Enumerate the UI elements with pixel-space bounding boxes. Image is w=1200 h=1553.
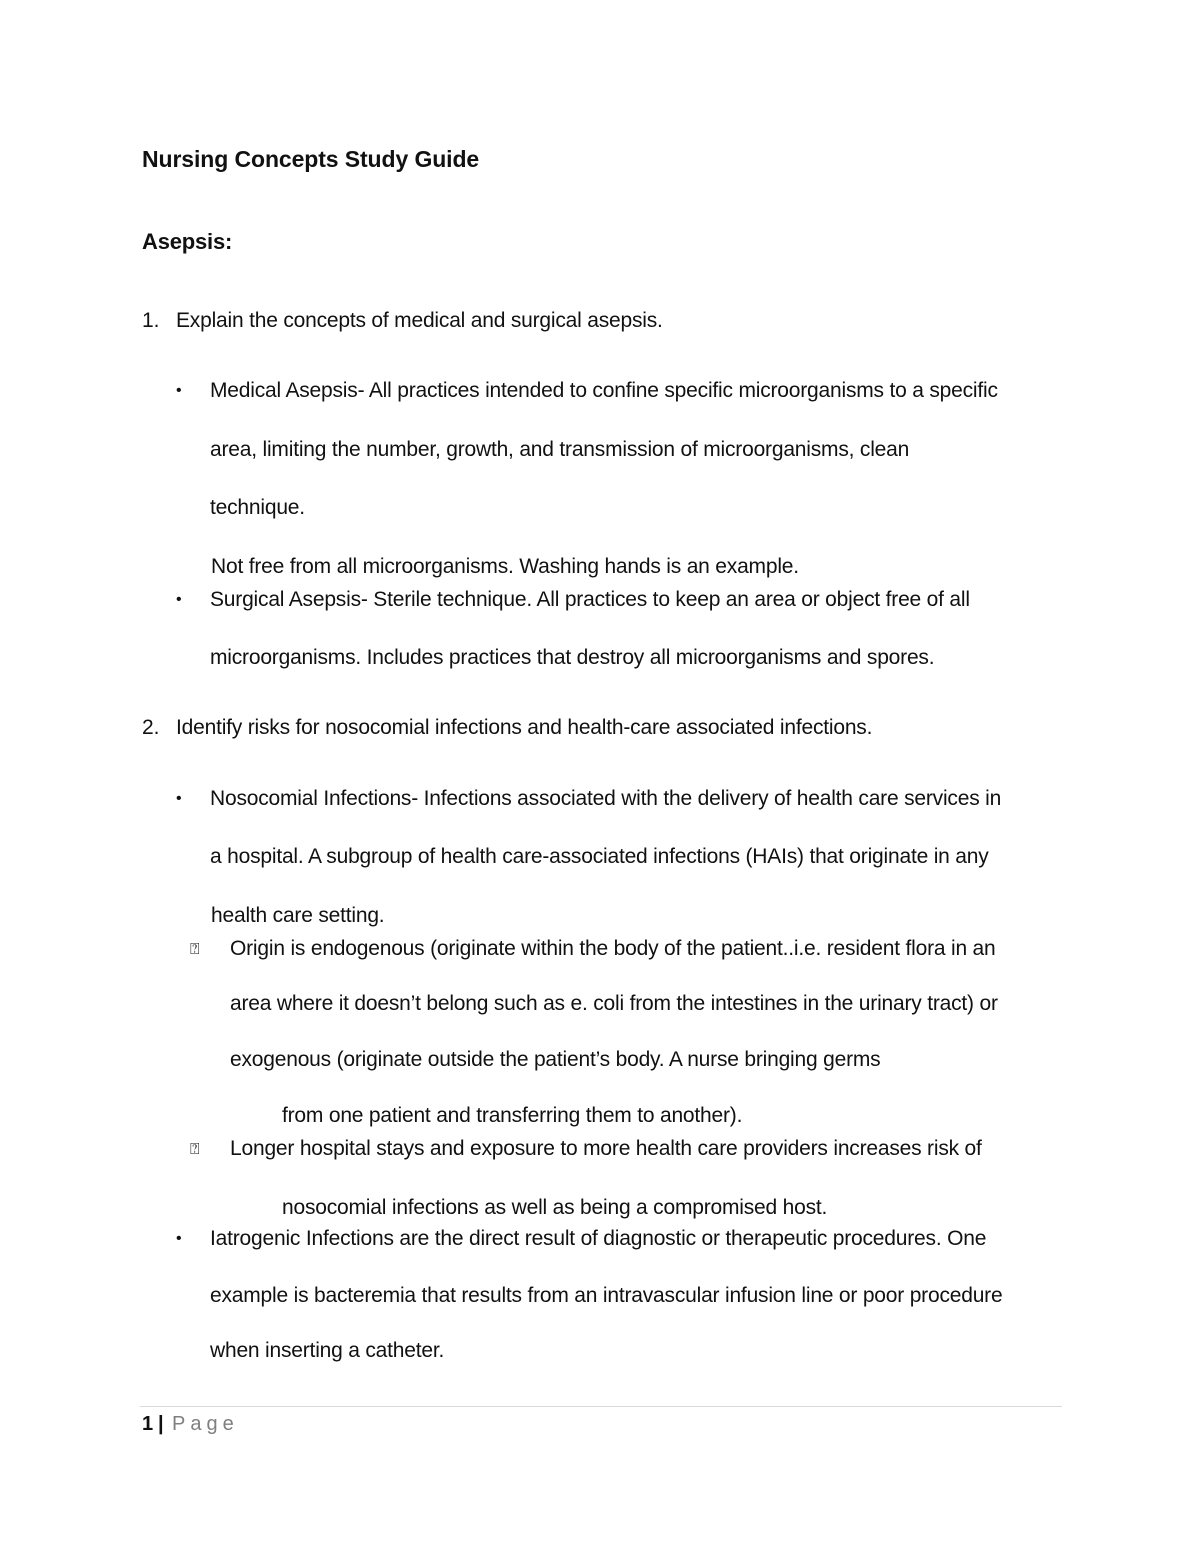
iatrogenic-line-3: when inserting a catheter.: [210, 1339, 445, 1362]
medical-asepsis-line-2: area, limiting the number, growth, and transmission of microorganisms, clean: [210, 438, 910, 461]
surgical-asepsis-line-2: microorganisms. Includes practices that destroy all microorganisms and spores.: [210, 646, 935, 669]
longer-stays-line-1: Longer hospital stays and exposure to more health care providers increases risk of: [230, 1137, 982, 1160]
origin-line-1: Origin is endogenous (originate within the body of the patient..i.e. resident flora in an: [230, 937, 996, 960]
iatrogenic-line-1: Iatrogenic Infections are the direct result of diagnostic or therapeutic procedures. One: [210, 1227, 987, 1250]
bullet-nosocomial: •: [176, 790, 182, 807]
iatrogenic-line-2: example is bacteremia that results from an intravascular infusion line or poor procedure: [210, 1284, 1003, 1307]
surgical-asepsis-line-1: Surgical Asepsis- Sterile technique. All practices to keep an area or object free of all: [210, 588, 970, 611]
question-2-text: Identify risks for nosocomial infections and health-care associated infections.: [176, 716, 873, 739]
missing-glyph-icon: ⍰: [190, 1139, 200, 1158]
document-title: Nursing Concepts Study Guide: [142, 146, 480, 172]
footer-separator: |: [158, 1413, 164, 1435]
origin-line-4: from one patient and transferring them to another).: [282, 1104, 743, 1127]
longer-stays-line-2: nosocomial infections as well as being a compromised host.: [282, 1196, 828, 1219]
medical-asepsis-line-1: Medical Asepsis- All practices intended to confine specific microorganisms to a specific: [210, 379, 998, 402]
nosocomial-line-2: a hospital. A subgroup of health care-associated infections (HAIs) that originate in any: [210, 845, 989, 868]
nosocomial-line-1: Nosocomial Infections- Infections associated with the delivery of health care services in: [210, 787, 1002, 810]
missing-glyph-icon: ⍰: [190, 939, 200, 958]
footer-divider: [140, 1406, 1062, 1407]
bullet-surgical-asepsis: •: [176, 591, 182, 608]
bullet-medical-asepsis: •: [176, 382, 182, 399]
origin-line-2: area where it doesn’t belong such as e. coli from the intestines in the urinary tract) or: [230, 992, 998, 1015]
medical-asepsis-line-3: technique.: [210, 496, 305, 519]
question-1-text: Explain the concepts of medical and surgical asepsis.: [176, 309, 663, 332]
bullet-iatrogenic: •: [176, 1230, 182, 1247]
footer-page-label: Page: [172, 1413, 239, 1435]
origin-line-3: exogenous (originate outside the patient’s body. A nurse bringing germs: [230, 1048, 881, 1071]
question-2-number: 2.: [142, 716, 160, 739]
medical-asepsis-line-4: Not free from all microorganisms. Washing hands is an example.: [211, 555, 799, 578]
question-1-number: 1.: [142, 309, 160, 332]
section-heading-asepsis: Asepsis:: [142, 229, 233, 254]
footer-page-number: 1: [142, 1413, 154, 1435]
nosocomial-line-3: health care setting.: [211, 904, 385, 927]
